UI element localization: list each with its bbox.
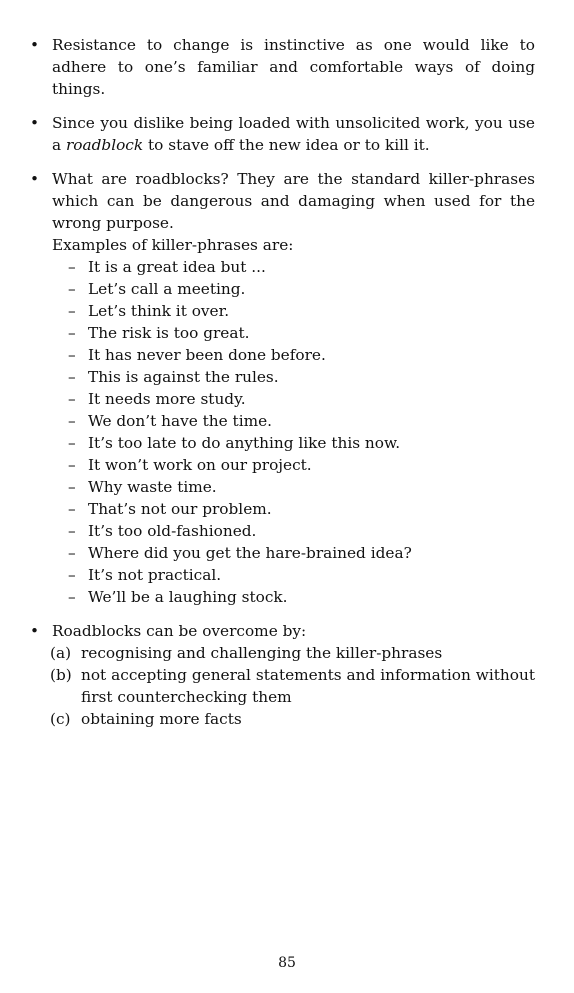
killer-phrase-item xyxy=(68,388,535,410)
dash-icon: – xyxy=(68,544,76,562)
dash-icon: – xyxy=(68,280,76,298)
bullet-text: Roadblocks can be overcome by: xyxy=(52,622,307,640)
killer-phrase-text: Let’s call a meeting. xyxy=(88,280,246,298)
killer-phrase-item xyxy=(68,498,535,520)
overcome-options-list xyxy=(52,642,535,730)
killer-phrase-text: It’s too old-fashioned. xyxy=(88,522,257,540)
dash-icon: – xyxy=(68,346,76,364)
text-segment: to stave off the new idea or to kill it. xyxy=(143,136,430,154)
killer-phrase-item xyxy=(68,564,535,586)
killer-phrase-item xyxy=(68,366,535,388)
bullet-item-resistance xyxy=(30,34,535,100)
killer-phrase-text: It’s not practical. xyxy=(88,566,222,584)
dash-icon: – xyxy=(68,368,76,386)
dash-icon: – xyxy=(68,302,76,320)
bullet-icon: • xyxy=(30,622,40,640)
bullet-icon: • xyxy=(30,36,40,54)
killer-phrase-text: Let’s think it over. xyxy=(88,302,230,320)
killer-phrase-text: It has never been done before. xyxy=(88,346,326,364)
examples-intro: Examples of killer-phrases are: xyxy=(52,236,294,254)
bullet-text xyxy=(52,112,535,156)
dash-icon: – xyxy=(68,456,76,474)
killer-phrase-item xyxy=(68,344,535,366)
dash-icon: – xyxy=(68,390,76,408)
bullet-icon: • xyxy=(30,114,40,132)
killer-phrase-item xyxy=(68,278,535,300)
killer-phrase-item xyxy=(68,454,535,476)
bullet-text: Resistance to change is instinctive as one would like to adhere to one’s familiar and comfortable ways of doing things. xyxy=(52,36,535,98)
killer-phrase-item xyxy=(68,256,535,278)
killer-phrase-item xyxy=(68,322,535,344)
killer-phrase-text: We don’t have the time. xyxy=(88,412,273,430)
killer-phrase-item xyxy=(68,300,535,322)
option-letter: (c) xyxy=(50,710,71,728)
overcome-option-item xyxy=(52,642,535,664)
page-number: 85 xyxy=(278,955,296,971)
bullet-list xyxy=(30,34,535,742)
dash-icon: – xyxy=(68,500,76,518)
killer-phrase-item xyxy=(68,586,535,608)
bullet-icon: • xyxy=(30,170,40,188)
killer-phrase-text: Where did you get the hare-brained idea? xyxy=(88,544,412,562)
killer-phrase-item xyxy=(68,520,535,542)
bullet-text: What are roadblocks? They are the standard killer-phrases which can be dangerous and damaging when used for the wrong purpose. xyxy=(52,170,535,232)
overcome-option-item xyxy=(52,708,535,730)
killer-phrase-item xyxy=(68,410,535,432)
option-letter: (a) xyxy=(50,644,72,662)
dash-icon: – xyxy=(68,434,76,452)
killer-phrase-item xyxy=(68,542,535,564)
killer-phrase-text: That’s not our problem. xyxy=(88,500,272,518)
killer-phrase-item xyxy=(68,432,535,454)
killer-phrase-text: It is a great idea but ... xyxy=(88,258,266,276)
killer-phrase-text: It’s too late to do anything like this now. xyxy=(88,434,401,452)
dash-icon: – xyxy=(68,258,76,276)
killer-phrases-list xyxy=(52,256,535,608)
dash-icon: – xyxy=(68,588,76,606)
option-text: not accepting general statements and information without first counterchecking them xyxy=(81,666,535,706)
bullet-item-roadblock xyxy=(30,112,535,156)
dash-icon: – xyxy=(68,412,76,430)
dash-icon: – xyxy=(68,478,76,496)
killer-phrase-text: We’ll be a laughing stock. xyxy=(88,588,288,606)
bullet-item-overcome xyxy=(30,620,535,730)
overcome-option-item xyxy=(52,664,535,708)
killer-phrase-text: Why waste time. xyxy=(88,478,217,496)
option-text: recognising and challenging the killer-phrases xyxy=(81,644,443,662)
bullet-item-killer-phrases xyxy=(30,168,535,608)
dash-icon: – xyxy=(68,522,76,540)
killer-phrase-text: This is against the rules. xyxy=(88,368,279,386)
dash-icon: – xyxy=(68,324,76,342)
dash-icon: – xyxy=(68,566,76,584)
killer-phrase-item xyxy=(68,476,535,498)
italic-term: roadblock xyxy=(65,136,144,154)
killer-phrase-text: The risk is too great. xyxy=(88,324,250,342)
option-text: obtaining more facts xyxy=(81,710,242,728)
killer-phrase-text: It won’t work on our project. xyxy=(88,456,312,474)
option-letter: (b) xyxy=(50,666,72,684)
text-segment: Since you dislike being loaded with unsolicited work, you use a xyxy=(52,114,535,154)
killer-phrase-text: It needs more study. xyxy=(88,390,246,408)
